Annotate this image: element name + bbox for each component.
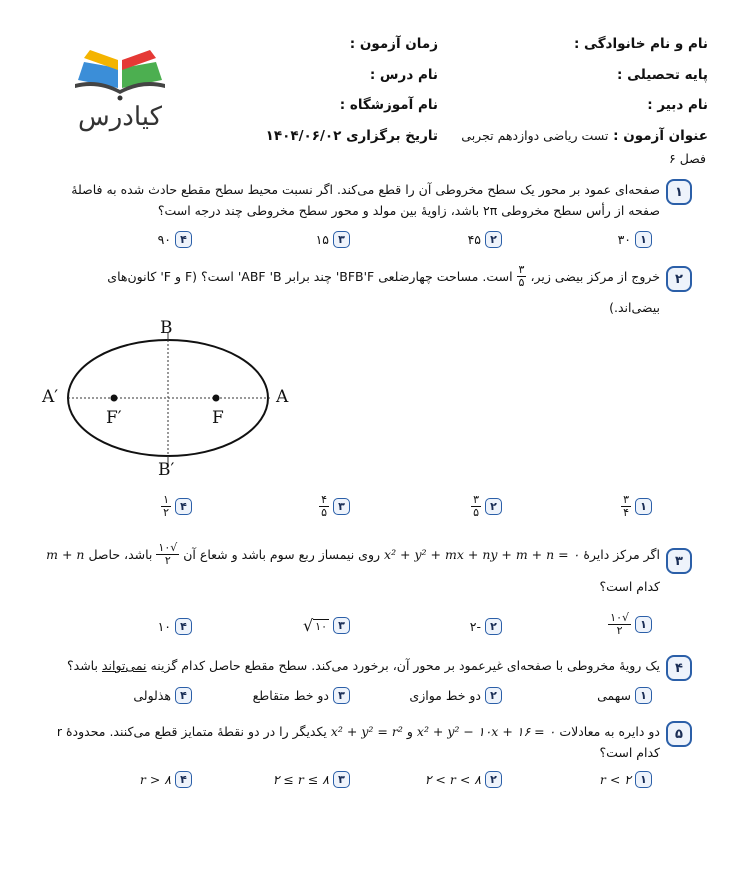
option-text: ۲ ≤ r ≤ ۸ (272, 772, 329, 787)
option-number: ۴ (175, 498, 192, 515)
q2-eccentricity-fraction: $\frac{۳}{۵}$ (518, 263, 525, 289)
question-2-line-1 (107, 264, 660, 289)
option-fraction: $\frac{۴}{۵}$ (321, 493, 327, 519)
q4-text-underlined: نمی‌تواند (101, 658, 147, 673)
question-4-option-3[interactable] (253, 687, 350, 704)
question-3-line-2: کدام است؟ (599, 579, 660, 594)
option-number: ۱ (635, 771, 652, 788)
question-3-option-1[interactable] (608, 612, 652, 637)
question-1-option-2[interactable] (468, 231, 502, 248)
option-number: ۳ (333, 231, 350, 248)
lesson-label: نام درس : (369, 67, 438, 83)
q3-text-a: اگر مرکز دایرهٔ (583, 547, 660, 562)
exam-date (266, 128, 438, 144)
q4-text-a: یک رویهٔ مخروطی با صفحه‌ای غیرعمود بر محور آن، برخورد می‌کند. سطح مقطع حاصل کدام گزینه (150, 658, 660, 673)
teacher-label: نام دبیر : (647, 97, 708, 113)
label-b: B (160, 318, 173, 338)
option-fraction: $\frac{۱}{۲}$ (163, 493, 169, 519)
question-1-option-4[interactable] (158, 231, 192, 248)
question-5-number: ۵ (666, 721, 692, 747)
option-text: دو خط موازی (409, 688, 481, 703)
q3-circle-equation: x² + y² + mx + ny + m + n = ۰ (384, 547, 580, 562)
option-number: ۳ (333, 687, 350, 704)
option-number: ۲ (485, 687, 502, 704)
question-3-option-3[interactable] (303, 617, 350, 634)
label-f-prime: F′ (106, 408, 122, 428)
question-2-option-4[interactable] (161, 494, 192, 519)
q3-text-c: باشد، حاصل (88, 547, 153, 562)
question-4-option-2[interactable] (409, 687, 502, 704)
exam-date-value: ۱۴۰۴/۰۶/۰۲ (265, 128, 342, 144)
option-text: ۱۵ (315, 232, 329, 247)
option-text: -۲ (469, 619, 481, 634)
logo-text: کیادرس (77, 102, 163, 132)
question-1-option-1[interactable] (618, 231, 652, 248)
option-fraction: $\frac{√۱۰}{۲}$ (610, 611, 629, 637)
label-f: F (212, 408, 224, 428)
option-number: ۱ (635, 616, 652, 633)
option-number: ۲ (485, 618, 502, 635)
option-text: ۴۵ (467, 232, 481, 247)
option-text: دو خط متقاطع (252, 688, 329, 703)
option-number: ۱ (635, 498, 652, 515)
site-logo (70, 44, 170, 136)
option-text: ۲ < r < ۸ (424, 772, 481, 787)
option-number: ۴ (175, 231, 192, 248)
option-number: ۴ (175, 771, 192, 788)
exam-title (461, 128, 708, 144)
option-fraction: $\frac{۳}{۴}$ (623, 493, 629, 519)
student-name-label: نام و نام خانوادگی : (573, 36, 708, 52)
label-a-prime: A′ (42, 387, 59, 407)
book-logo-icon (70, 44, 170, 102)
option-text: r > ۸ (139, 772, 171, 787)
option-number: ۳ (333, 617, 350, 634)
q5-equation-2: x² + y² = r² (330, 724, 403, 739)
q3-expression: m + n (46, 547, 85, 562)
option-text: ۱۰ (157, 619, 171, 634)
option-fraction: $\frac{۳}{۵}$ (473, 493, 479, 519)
q3-radius-fraction: $\frac{√۱۰}{۲}$ (158, 541, 178, 567)
q5-text-and: و (406, 724, 413, 739)
option-number: ۳ (333, 498, 350, 515)
exam-time-label: زمان آزمون : (349, 36, 438, 52)
option-number: ۲ (485, 231, 502, 248)
label-a: A (276, 387, 289, 407)
exam-date-label: تاریخ برگزاری (346, 128, 438, 144)
exam-title-value: تست ریاضی دوازدهم تجربی (461, 128, 609, 143)
q2-text-start: خروج از مرکز بیضی زیر، (530, 269, 660, 284)
question-2-number: ۲ (666, 266, 692, 292)
q5-equation-1: x² + y² − ۱۰x + ۱۶ = ۰ (416, 724, 556, 739)
question-5-option-1[interactable] (600, 771, 652, 788)
question-3-number: ۳ (666, 548, 692, 574)
question-1-line-1: صفحه‌ای عمود بر محور یک سطح مخروطی آن را قطع می‌کند. اگر نسبت محیط سطح مقطع حادث شده به فاصلهٔ (71, 182, 660, 197)
ellipse-figure (40, 318, 300, 486)
question-5-line-1 (57, 721, 660, 742)
question-2-line-2: بیضی‌اند.) (609, 300, 660, 315)
q2-text-rest: است. مساحت چهارضلعی BFB'F' چند برابر ABF 'B' است؟ (F و F' کانون‌های (107, 269, 513, 284)
question-5-option-3[interactable] (273, 771, 350, 788)
question-3-option-4[interactable] (158, 618, 192, 635)
q3-text-b: روی نیمساز ربع سوم باشد و شعاع آن (183, 547, 381, 562)
option-text: ۹۰ (157, 232, 171, 247)
question-2-option-2[interactable] (471, 494, 502, 519)
question-3-option-2[interactable] (470, 618, 502, 635)
option-number: ۴ (175, 618, 192, 635)
question-1-number: ۱ (666, 179, 692, 205)
question-1-line-2: صفحه از رأس سطح مخروطی ۲π باشد، زاویهٔ بین مولد و محور سطح مخروطی چند درجه است؟ (157, 203, 660, 218)
option-text: سهمی (597, 688, 631, 703)
question-4-line-1 (67, 655, 660, 676)
question-5-line-2: کدام است؟ (599, 745, 660, 760)
grade-label: پایه تحصیلی : (617, 67, 708, 83)
question-4-number: ۴ (666, 655, 692, 681)
question-2-option-1[interactable] (621, 494, 652, 519)
question-5-option-2[interactable] (425, 771, 502, 788)
option-number: ۴ (175, 687, 192, 704)
option-number: ۱ (635, 687, 652, 704)
q5-text-b: یکدیگر را در دو نقطهٔ متمایز قطع می‌کنند. محدودهٔ r (56, 724, 327, 739)
option-number: ۳ (333, 771, 350, 788)
option-number: ۱ (635, 231, 652, 248)
question-3-line-1 (46, 542, 660, 567)
question-5-option-4[interactable] (140, 771, 192, 788)
option-sqrt: √ ۱۰ (302, 615, 327, 635)
school-label: نام آموزشگاه : (339, 97, 438, 113)
option-number: ۲ (485, 498, 502, 515)
q5-text-a: دو دایره به معادلات (559, 724, 660, 739)
label-b-prime: B′ (158, 460, 175, 480)
question-1-option-3[interactable] (316, 231, 350, 248)
question-4-option-1[interactable] (597, 687, 652, 704)
q4-text-b: باشد؟ (67, 658, 98, 673)
question-2-option-3[interactable] (319, 494, 350, 519)
option-text: r < ۲ (599, 772, 631, 787)
option-text: ۳۰ (617, 232, 631, 247)
option-number: ۲ (485, 771, 502, 788)
chapter-label: فصل ۶ (669, 151, 706, 166)
option-text: هذلولی (133, 688, 171, 703)
exam-title-label: عنوان آزمون : (613, 128, 708, 144)
question-4-option-4[interactable] (133, 687, 192, 704)
